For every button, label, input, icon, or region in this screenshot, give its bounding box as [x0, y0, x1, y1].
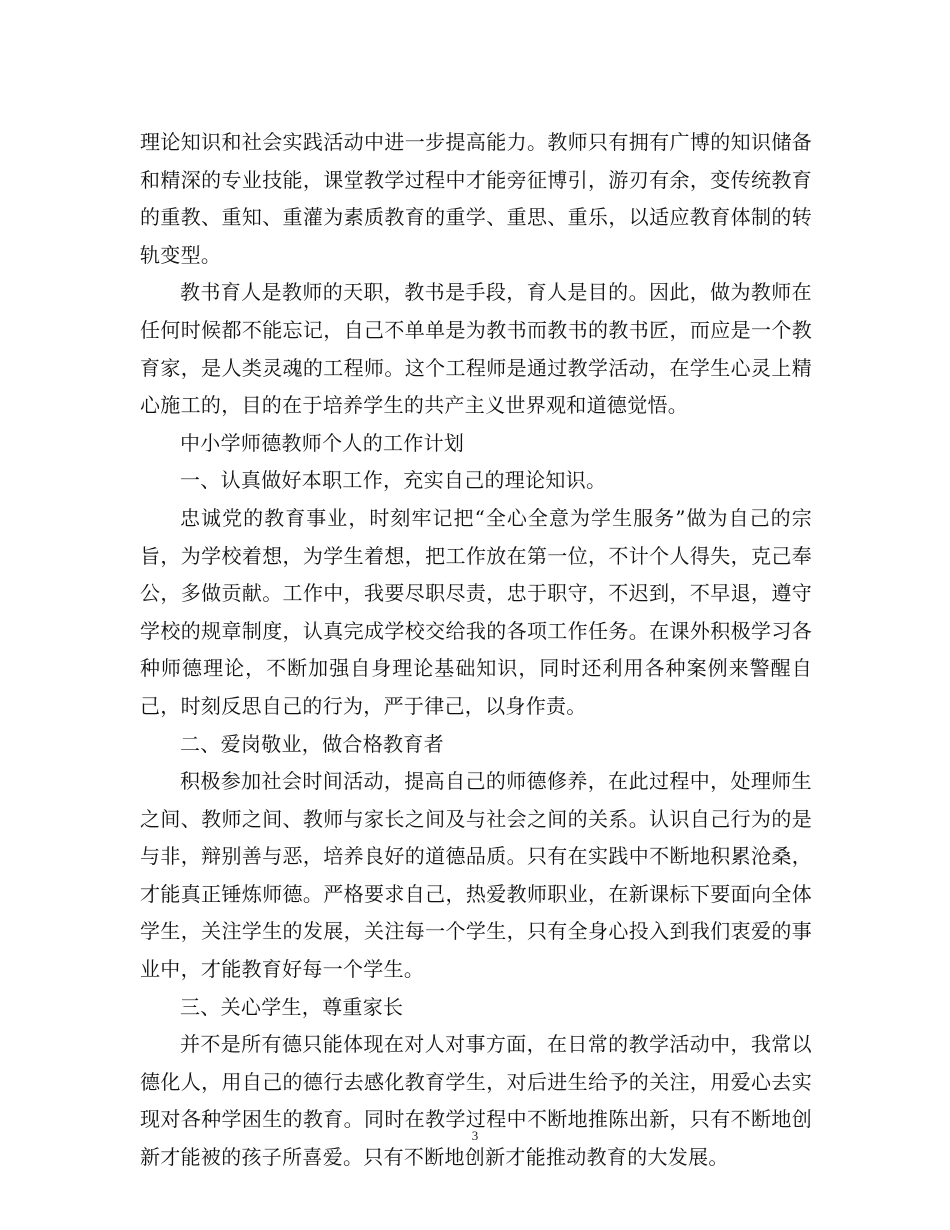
- section-title: 中小学师德教师个人的工作计划: [180, 430, 465, 455]
- section-heading: 三、关心学生，尊重家长: [180, 994, 404, 1019]
- paragraph: 积极参加社会时间活动，提高自己的师德修养，在此过程中，处理师生之间、教师之间、教师与家长之间及与社会之间的关系。认识自己行为的是与非，辩别善与恶，培养良好的道德品质。只有在实践中不断地积累沧桑，才能真正锤炼师德。严格要求自己，热爱教师职业，在新课标下要面向全体学生，关注学生的发展，关注每一个学生，只有全身心投入到我们衷爱的事业中，才能教育好每一个学生。: [140, 769, 812, 982]
- page-number: 3: [471, 1128, 479, 1143]
- paragraph: 理论知识和社会实践活动中进一步提高能力。教师只有拥有广博的知识储备和精深的专业技能，课堂教学过程中才能旁征博引，游刃有余，变传统教育的重教、重知、重灌为素质教育的重学、重思、重乐，以适应教育体制的转轨变型。: [140, 130, 812, 267]
- paragraph: 忠诚党的教育事业，时刻牢记把“全心全意为学生服务”做为自己的宗旨，为学校着想，为学生着想，把工作放在第一位，不计个人得失，克己奉公，多做贡献。工作中，我要尽职尽责，忠于职守，不迟到，不早退，遵守学校的规章制度，认真完成学校交给我的各项工作任务。在课外积极学习各种师德理论，不断加强自身理论基础知识，同时还利用各种案例来警醒自己，时刻反思自己的行为，严于律己，以身作责。: [140, 505, 812, 718]
- document-body: [140, 124, 812, 1177]
- section-heading: 一、认真做好本职工作，充实自己的理论知识。: [180, 468, 607, 493]
- paragraph: 并不是所有德只能体现在对人对事方面，在日常的教学活动中，我常以德化人，用自己的德行去感化教育学生，对后进生给予的关注，用爱心去实现对各种学困生的教育。同时在教学过程中不断地推陈出新，只有不断地创新才能被的孩子所喜爱。只有不断地创新才能推动教育的大发展。: [140, 1032, 812, 1170]
- section-heading: 二、爱岗敬业，做合格教育者: [180, 731, 444, 756]
- paragraph: 教书育人是教师的天职，教书是手段，育人是目的。因此，做为教师在任何时候都不能忘记，自己不单单是为教书而教书的教书匠，而应是一个教育家，是人类灵魂的工程师。这个工程师是通过教学活动，在学生心灵上精心施工的，目的在于培养学生的共产主义世界观和道德觉悟。: [140, 280, 812, 418]
